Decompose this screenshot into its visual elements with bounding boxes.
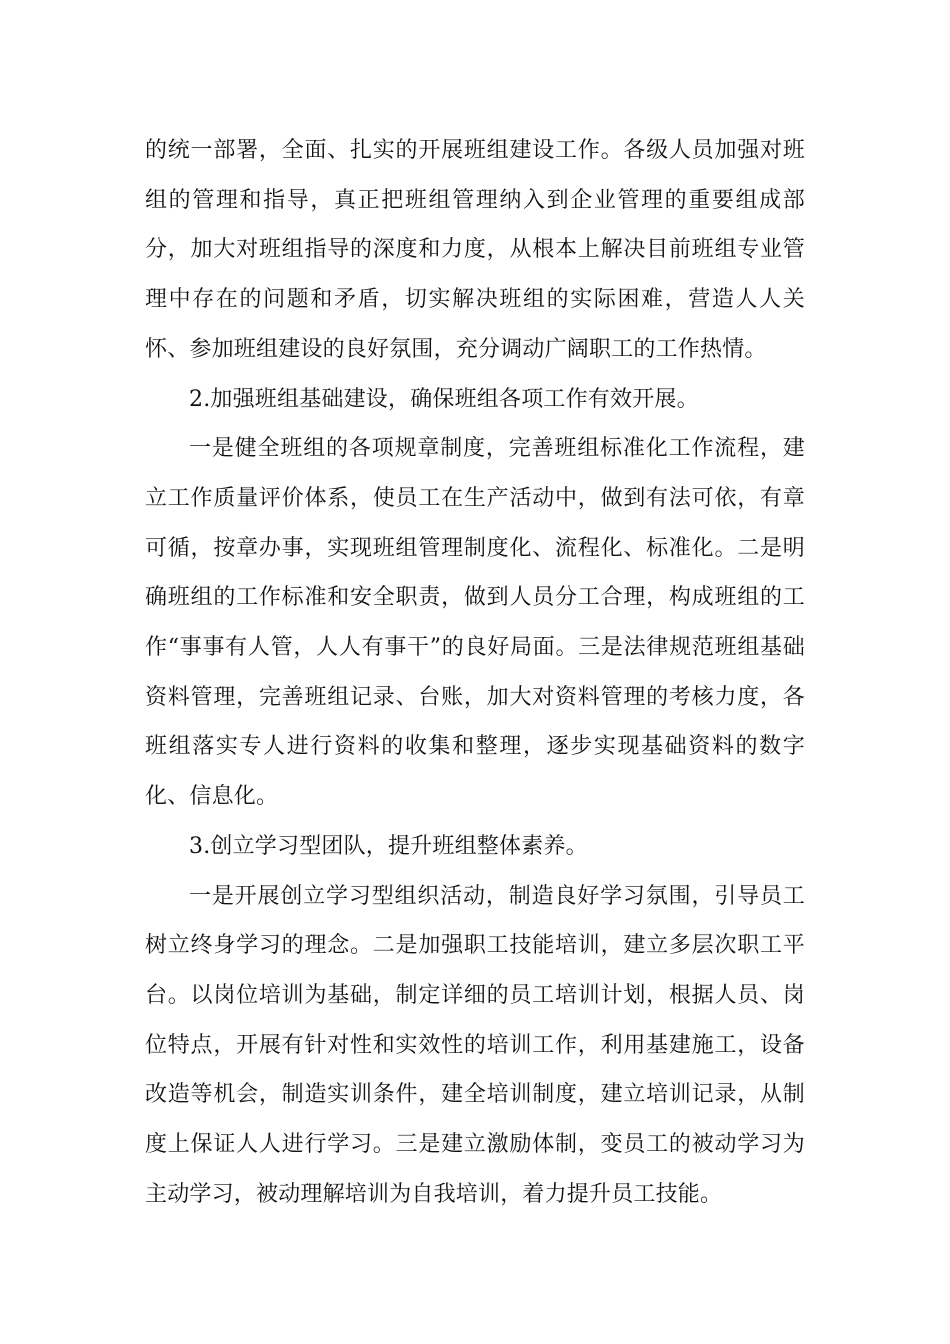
- paragraph-section-2: 一是健全班组的各项规章制度，完善班组标准化工作流程，建立工作质量评价体系，使员工在生产活动中，做到有法可依，有章可循，按章办事，实现班组管理制度化、流程化、标准化。二是明确班组的工作标准和安全职责，做到人员分工合理，构成班组的工作“事事有人管，人人有事干”的良好局面。三是法律规范班组基础资料管理，完善班组记录、台账，加大对资料管理的考核力度，各班组落实专人进行资料的收集和整理，逐步实现基础资料的数字化、信息化。: [145, 436, 805, 810]
- section-heading-3: 3.创立学习型团队，提升班组整体素养。: [189, 833, 588, 859]
- paragraph-continuation: 的统一部署，全面、扎实的开展班组建设工作。各级人员加强对班组的管理和指导，真正把班组管理纳入到企业管理的重要组成部分，加大对班组指导的深度和力度，从根本上解决目前班组专业管理中存在的问题和矛盾，切实解决班组的实际困难，营造人人关怀、参加班组建设的良好氛围，充分调动广阔职工的工作热情。: [145, 138, 805, 362]
- section-heading-2: 2.加强班组基础建设，确保班组各项工作有效开展。: [189, 386, 699, 412]
- document-body: [145, 126, 805, 1219]
- paragraph-section-3: 一是开展创立学习型组织活动，制造良好学习氛围，引导员工树立终身学习的理念。二是加强职工技能培训，建立多层次职工平台。以岗位培训为基础，制定详细的员工培训计划，根据人员、岗位特点，开展有针对性和实效性的培训工作，利用基建施工，设备改造等机会，制造实训条件，建全培训制度，建立培训记录，从制度上保证人人进行学习。三是建立激励体制，变员工的被动学习为主动学习，被动理解培训为自我培训，着力提升员工技能。: [145, 883, 805, 1207]
